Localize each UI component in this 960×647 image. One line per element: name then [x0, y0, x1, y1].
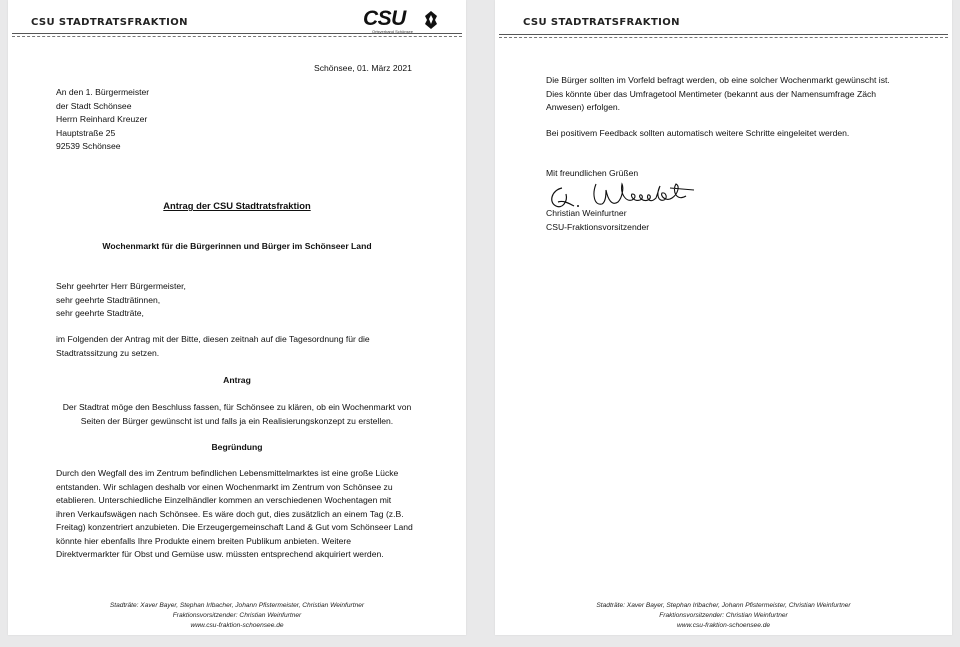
- begruendung-heading: Begründung: [211, 442, 263, 452]
- begruendung-line: Freitag) konzentriert anzubieten. Die Erzeugergemeinschaft Land & Gut vom Schönseer Land: [56, 522, 413, 532]
- footer-website: www.csu-fraktion-schoensee.de: [190, 622, 284, 629]
- begruendung-line: etablieren. Unterschiedliche Einzelhändler kommen an verschiedenen Wochentagen mit: [56, 495, 392, 505]
- paragraph-line: Die Bürger sollten im Vorfeld befragt werden, ob eine solcher Wochenmarkt gewünscht ist.: [546, 75, 890, 85]
- paragraph-line: Dies könnte über das Umfragetool Mentimeter (bekannt aus der Namensumfrage Zäch: [546, 89, 877, 99]
- header-rule-dashed: [499, 37, 948, 38]
- begruendung-line: entstanden. Wir schlagen deshalb vor einen Wochenmarkt im Zentrum von Schönsee zu: [56, 482, 393, 492]
- address-line: Herrn Reinhard Kreuzer: [56, 114, 148, 124]
- paragraph-line: Anwesen) erfolgen.: [546, 102, 621, 112]
- letter-page-2: [495, 0, 952, 635]
- signer-name: Christian Weinfurtner: [546, 208, 627, 218]
- antrag-heading: Antrag: [223, 375, 251, 385]
- page-footer: [495, 601, 952, 631]
- csu-logo: [363, 9, 443, 35]
- intro-line: im Folgenden der Antrag mit der Bitte, diesen zeitnah auf die Tagesordnung für die: [56, 334, 370, 344]
- footer-website: www.csu-fraktion-schoensee.de: [676, 622, 771, 629]
- csu-logo-subtext: Ortsverband Schönsee: [372, 29, 413, 34]
- begruendung-line: könnte hier ebenfalls Ihre Produkte einem breiten Publikum anbieten. Weitere: [56, 536, 352, 546]
- address-line: 92539 Schönsee: [56, 141, 121, 151]
- address-line: An den 1. Bürgermeister: [56, 87, 150, 97]
- antrag-line: Seiten der Bürger gewünscht ist und falls ja ein Realisierungskonzept zu erstellen.: [80, 416, 394, 426]
- address-line: Hauptstraße 25: [56, 128, 116, 138]
- address-line: der Stadt Schönsee: [56, 101, 132, 111]
- page-footer: [8, 601, 466, 631]
- footer-councillors: Stadträte: Xaver Bayer, Stephan Irlbacher, Johann Pfistermeister, Christian Weinfurtner: [596, 602, 851, 609]
- salutation-line: sehr geehrte Stadträte,: [56, 308, 144, 318]
- csu-logo-wordmark: CSU: [363, 7, 406, 30]
- intro-line: Stadtratssitzung zu setzen.: [56, 348, 160, 358]
- antrag-line: Der Stadtrat möge den Beschluss fassen, für Schönsee zu klären, ob ein Wochenmarkt von: [62, 402, 412, 412]
- closing-phrase: Mit freundlichen Grüßen: [546, 168, 639, 178]
- letter-date: Schönsee, 01. März 2021: [314, 63, 412, 73]
- salutation-line: sehr geehrte Stadträtinnen,: [56, 295, 161, 305]
- header-rule: [499, 34, 948, 35]
- document-heading: Antrag der CSU Stadtratsfraktion: [163, 200, 311, 211]
- begruendung-line: ihren Verkaufswägen nach Schönsee. Es wäre doch gut, dies zusätzlich an einem Tag (z.B.: [56, 509, 404, 519]
- footer-chair: Fraktionsvorsitzender: Christian Weinfurtner: [659, 612, 788, 619]
- salutation-line: Sehr geehrter Herr Bürgermeister,: [56, 281, 186, 291]
- signer-role: CSU-Fraktionsvorsitzender: [546, 222, 650, 232]
- letter-page-1: [8, 0, 466, 635]
- paragraph-feedback: Bei positivem Feedback sollten automatisch weitere Schritte eingeleitet werden.: [546, 128, 850, 138]
- begruendung-line: Durch den Wegfall des im Zentrum befindlichen Lebensmittelmarktes ist eine große Lücke: [56, 468, 399, 478]
- lion-crest-icon: [424, 11, 438, 29]
- document-subheading: Wochenmarkt für die Bürgerinnen und Bürger im Schönseer Land: [102, 241, 372, 251]
- footer-councillors: Stadträte: Xaver Bayer, Stephan Irlbacher, Johann Pfistermeister, Christian Weinfurtner: [109, 602, 365, 609]
- header-title: CSU STADTRATSFRAKTION: [523, 17, 680, 28]
- footer-chair: Fraktionsvorsitzender: Christian Weinfurtner: [172, 612, 302, 619]
- begruendung-line: Direktvermarkter für Obst und Gemüse usw. müssten entsprechend akquiriert werden.: [56, 549, 384, 559]
- header-rule-dashed: [12, 36, 462, 37]
- header-title: CSU STADTRATSFRAKTION: [31, 17, 188, 28]
